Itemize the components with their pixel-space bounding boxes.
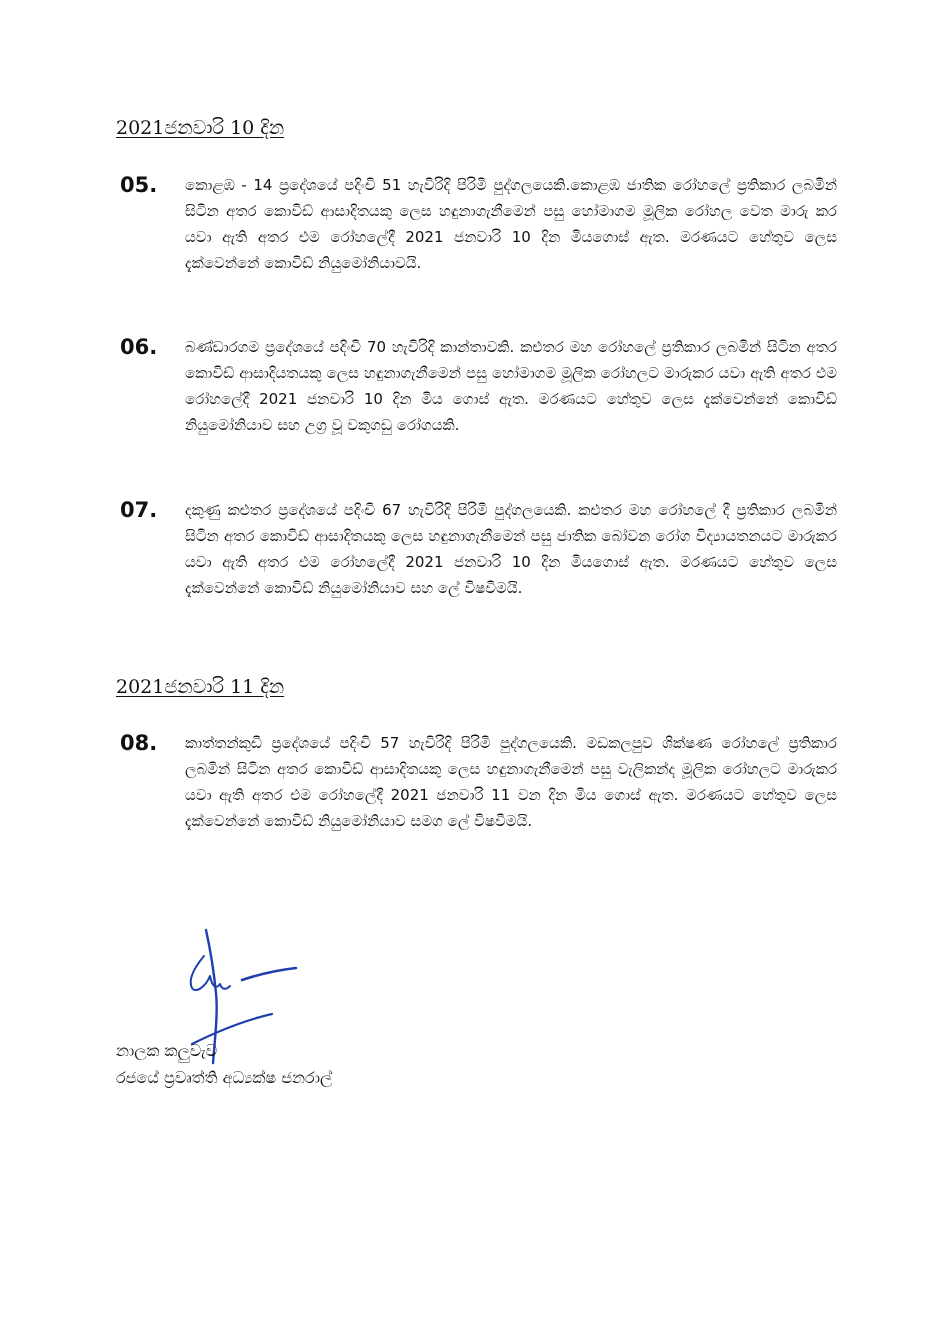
entry-number: 07. <box>120 498 158 522</box>
entry-text: දකුණු කළුතර ප්‍රදේශයේ පදිංචි 67 හැවිරිදි පිරිමි පුද්ගලයෙකි. කළුතර මහ රෝහලේ දී ප්‍රතිකාර ලබමින් සිටින අතර කොවිඩ් ආසාදිතයකු ලෙස හඳුනාගැනීමෙන් පසු ජාතික බෝවන රෝග විද්‍යායතනයට මාරුකර යවා ඇති අතර එම රෝහලේදී 2021 ජනවාරි 10 දින මියගොස් ඇත. මරණයට හේතුව ලෙස දැක්වෙන්නේ කොවිඩ් නියුමෝනියාව සහ ලේ විෂවීමයි. <box>185 501 837 597</box>
date-heading-jan-11: 2021ජනවාරි 11 දින <box>116 676 285 698</box>
entry-text: බණ්ඩාරගම ප්‍රදේශයේ පදිංචි 70 හැවිරිදි කාන්තාවකි. කළුතර මහ රෝහලේ ප්‍රතිකාර ලබමින් සිටින අතර කොවිඩ් ආසාදියතයකු ලෙස හඳුනාගැනීමෙන් පසු හෝමාගම මූලික රෝහලට මාරුකර යවා ඇති අතර එම රෝහලේදී 2021 ජනවාරි 10 දින මිය ගොස් ඇත. මරණයට හේතුව ලෙස දැක්වෙන්නේ කොවිඩ් නියුමෝනියාව සහ උග්‍ර වූ වකුගඩු රෝගයකි. <box>185 338 837 434</box>
entry-text: කොළඹ - 14 ප්‍රදේශයේ පදිංචි 51 හැවිරිදි පිරිමි පුද්ගලයෙකි.කොළඹ ජාතික රෝහලේ ප්‍රතිකාර ලබමින් සිටින අතර කොවිඩ් ආසාදිතයකු ලෙස හඳුනාගැනීමෙන් පසු හෝමාගම මූලික රෝහල වෙත මාරු කර යවා ඇති අතර එම රෝහලේදී 2021 ජනවාරි 10 දින මියගොස් ඇත. මරණයට හේතුව ලෙස දැක්වෙන්නේ කොවිඩ් නියුමෝනියාවයි. <box>185 176 837 272</box>
entry-number: 05. <box>120 173 158 197</box>
entry-text: කාත්තන්කුඩි ප්‍රදේශයේ පදිංචි 57 හැවිරිදි පිරිමි පුද්ගලයෙකි. මඩකලපුව ශික්ෂණ රෝහලේ ප්‍රතිකාර ලබමින් සිටින අතර කොවිඩ් ආසාදිතයකු ලෙස හඳුනාගැනීමෙන් පසු වැලිකන්ද මූලික රෝහලට මාරුකර යවා ඇති අතර එම රෝහලේදී 2021 ජනවාරි 11 වන දින මිය ගොස් ඇත. මරණයට හේතුව ලෙස දැක්වෙන්නේ කොවිඩ් නියුමෝනියාව සමග ලේ විෂවීමයි. <box>185 734 837 830</box>
entry-number: 06. <box>120 335 158 359</box>
entry-number: 08. <box>120 731 158 755</box>
signatory-name: නාලක කලුවැව <box>116 1041 218 1060</box>
date-heading-jan-10: 2021ජනවාරි 10 දින <box>116 117 285 139</box>
signatory-title: රජයේ ප්‍රවෘත්ති අධ්‍යක්ෂ ජනරාල් <box>116 1068 333 1087</box>
